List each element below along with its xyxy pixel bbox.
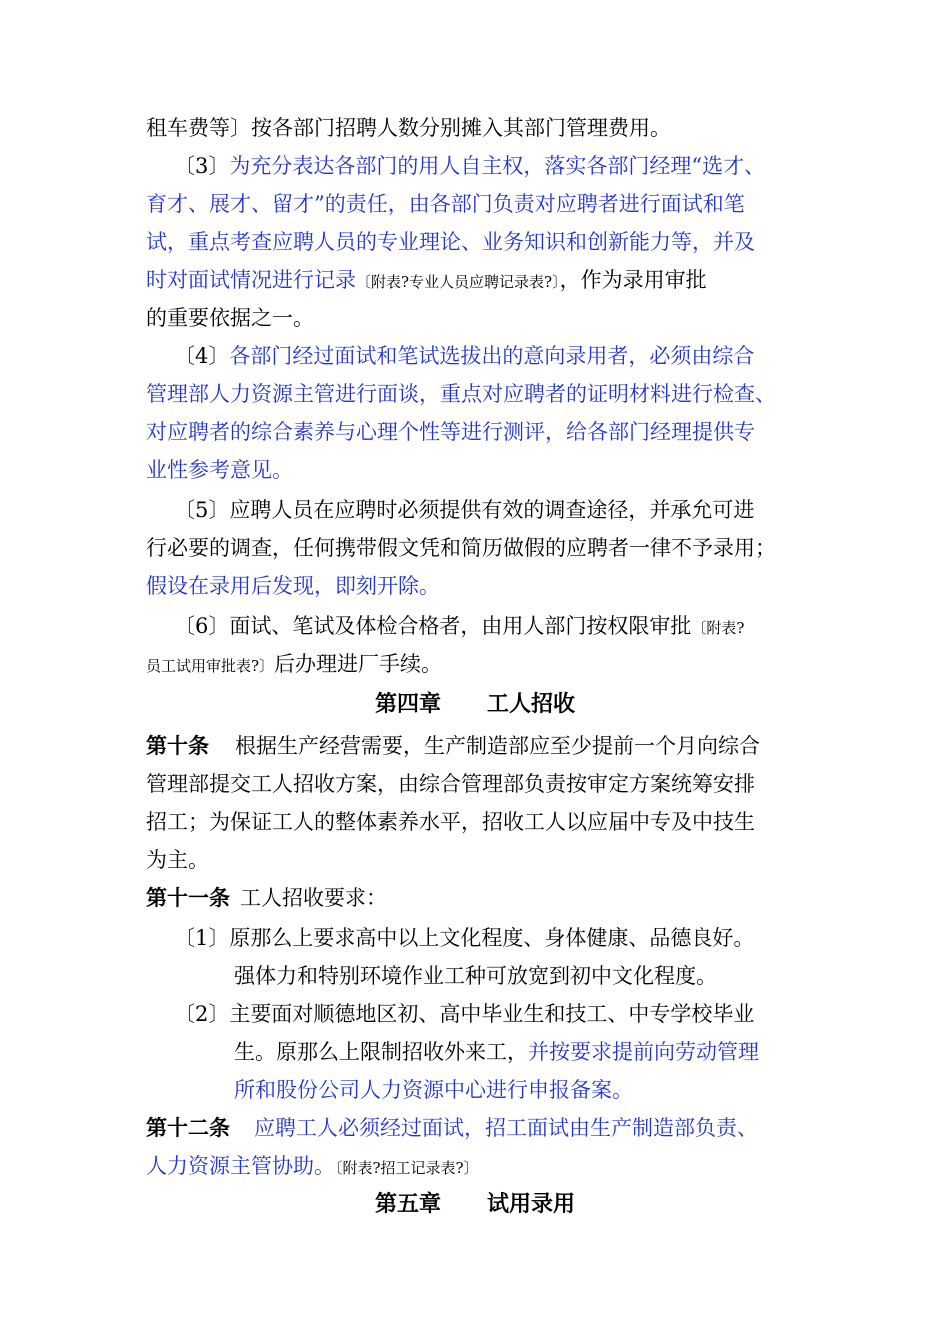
paragraph-line: 对应聘者的综合素养与心理个性等进行测评，给各部门经理提供专 <box>146 420 755 444</box>
paragraph-line: 育才、展才、留才”的责任，由各部门负责对应聘者进行面试和笔 <box>146 192 745 216</box>
paragraph-line: 强体力和特别环境作业工种可放宽到初中文化程度。 <box>234 964 717 988</box>
list-item: 〔2〕主要面对顺德地区初、高中毕业生和技工、中专学校毕业 <box>174 1002 755 1026</box>
paragraph-line: 假设在录用后发现，即刻开除。 <box>146 574 440 598</box>
paragraph-line: 〔6〕面试、笔试及体检合格者，由用人部门按权限审批〔附表? <box>174 614 745 638</box>
paragraph-line: 管理部人力资源主管进行面谈，重点对应聘者的证明材料进行检查、 <box>146 382 776 406</box>
article-label: 第十二条 <box>146 1116 230 1140</box>
paragraph-line: 管理部提交工人招收方案，由综合管理部负责按审定方案统筹安排 <box>146 772 755 796</box>
paragraph-line: 生。原那么上限制招收外来工，并按要求提前向劳动管理 <box>234 1040 759 1064</box>
article-10: 第十条 根据生产经营需要，生产制造部应至少提前一个月向综合 <box>146 734 760 758</box>
article-12: 第十二条 应聘工人必须经过面试，招工面试由生产制造部负责、 <box>146 1116 758 1140</box>
article-label: 第十一条 <box>146 886 230 910</box>
paragraph-line: 行必要的调查，任何携带假文凭和简历做假的应聘者一律不予录用； <box>146 536 776 560</box>
paragraph-line: 员工试用审批表?〕后办理进厂手续。 <box>146 652 443 676</box>
chapter-heading: 第五章 试用录用 <box>374 1192 576 1217</box>
paragraph-line: 人力资源主管协助。〔附表?招工记录表?〕 <box>146 1154 479 1178</box>
list-item: 〔1〕原那么上要求高中以上文化程度、身体健康、品德良好。 <box>174 926 755 950</box>
paragraph-line: 招工；为保证工人的整体素养水平，招收工人以应届中专及中技生 <box>146 810 755 834</box>
paragraph-line: 的重要依据之一。 <box>146 306 314 330</box>
article-11: 第十一条 工人招收要求： <box>146 886 387 910</box>
paragraph-line: 租车费等〕按各部门招聘人数分别摊入其部门管理费用。 <box>146 116 671 140</box>
paragraph-line: 〔3〕为充分表达各部门的用人自主权，落实各部门经理“选才、 <box>174 154 766 178</box>
paragraph-line: 业性参考意见。 <box>146 458 293 482</box>
paragraph-line: 〔5〕应聘人员在应聘时必须提供有效的调查途径，并承允可进 <box>174 498 755 522</box>
chapter-heading: 第四章 工人招收 <box>374 692 576 717</box>
paragraph-line: 时对面试情况进行记录〔附表?专业人员应聘记录表?〕，作为录用审批 <box>146 268 707 292</box>
article-label: 第十条 <box>146 734 209 758</box>
paragraph-line: 所和股份公司人力资源中心进行申报备案。 <box>234 1078 633 1102</box>
paragraph-line: 〔4〕各部门经过面试和笔试选拔出的意向录用者，必须由综合 <box>174 344 755 368</box>
paragraph-line: 试，重点考查应聘人员的专业理论、业务知识和创新能力等，并及 <box>146 230 755 254</box>
paragraph-line: 为主。 <box>146 848 209 872</box>
